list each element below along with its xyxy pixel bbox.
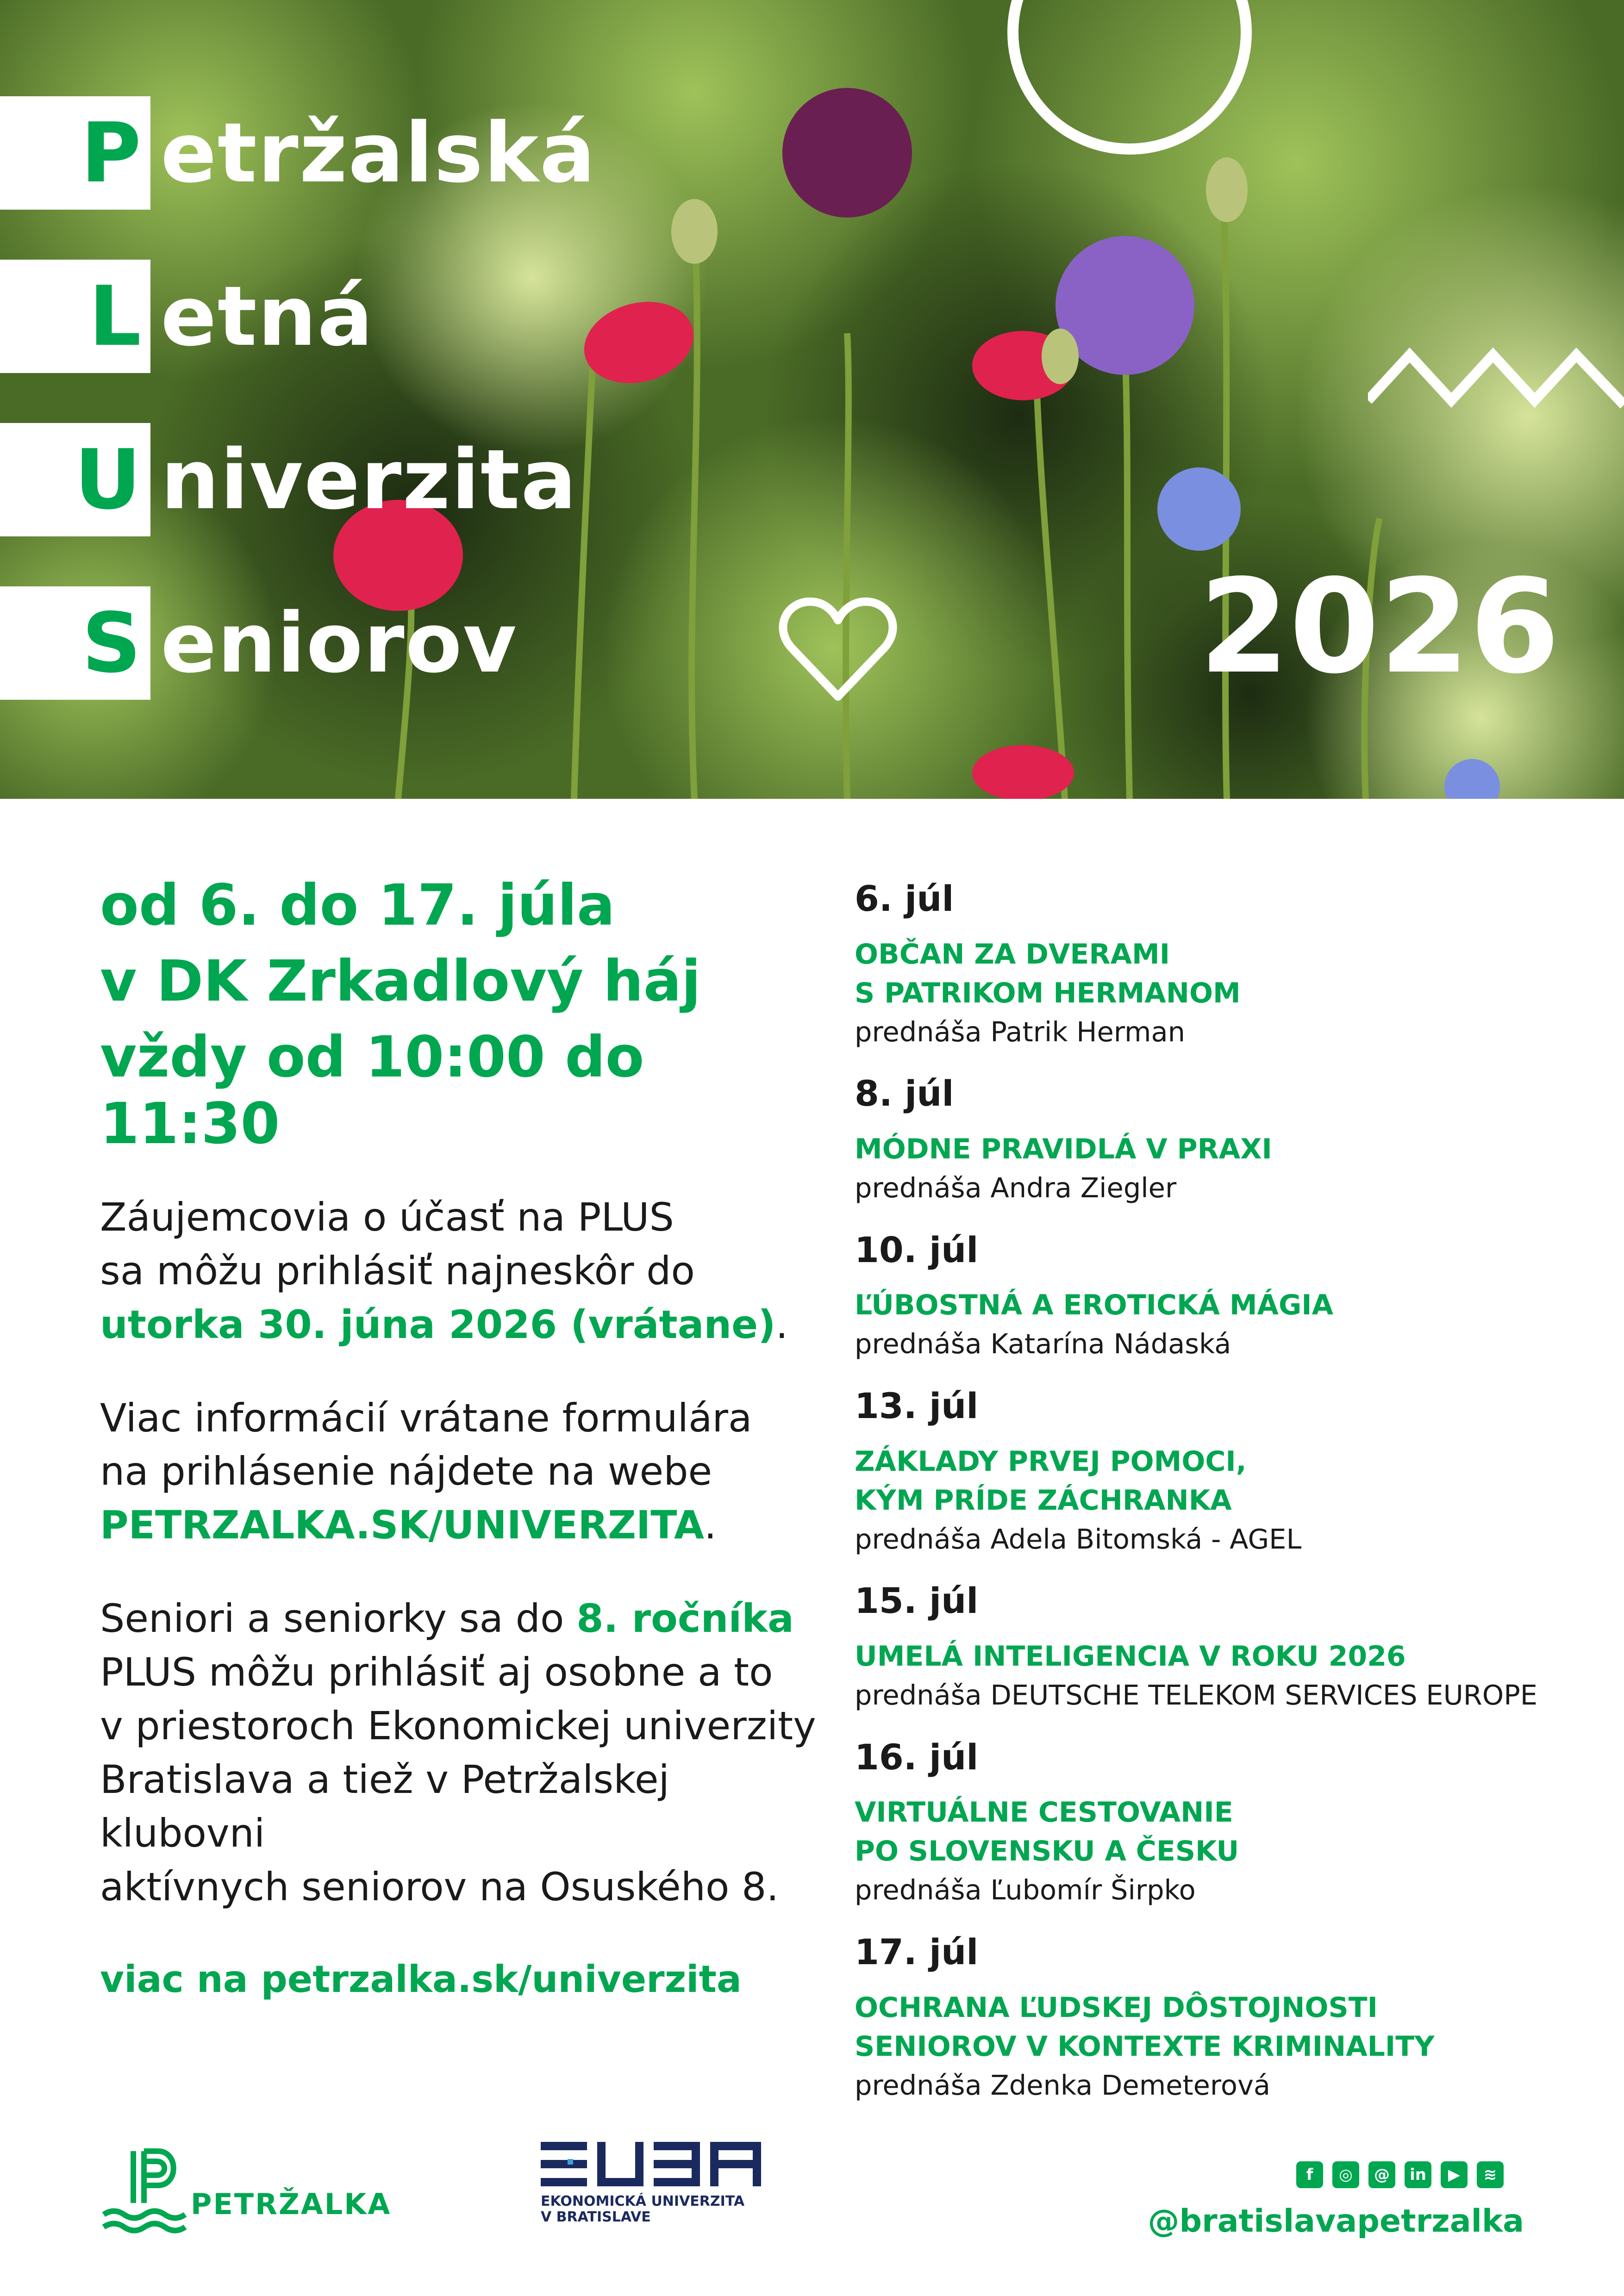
para-punct: . bbox=[704, 1502, 717, 1548]
para-line: Seniori a seniorky sa do bbox=[100, 1596, 577, 1642]
lecture-speaker: prednáša Andra Ziegler bbox=[855, 1171, 1177, 1204]
info-column bbox=[100, 872, 822, 2005]
euba-logo-line: V BRATISLAVE bbox=[541, 2209, 651, 2225]
lecture-speaker: prednáša Adela Bitomská - AGEL bbox=[855, 1523, 1302, 1555]
lecture-speaker: prednáša Patrik Herman bbox=[855, 1015, 1186, 1048]
acronym-row-p bbox=[0, 96, 596, 210]
spotify-icon[interactable]: ≋ bbox=[1477, 2161, 1504, 2188]
lecture-title: ZÁKLADY PRVEJ POMOCI, bbox=[855, 1445, 1247, 1478]
euba-logo-mark-icon bbox=[541, 2142, 768, 2186]
acronym-letter: U bbox=[74, 431, 141, 528]
circle-outline-icon bbox=[991, 0, 1268, 167]
euba-logo-line: EKONOMICKÁ UNIVERZITA bbox=[541, 2193, 745, 2209]
acronym-box bbox=[0, 423, 150, 536]
lecture-title: UMELÁ INTELIGENCIA V ROKU 2026 bbox=[855, 1640, 1406, 1673]
lecture-title: VIRTUÁLNE CESTOVANIE bbox=[855, 1796, 1233, 1829]
acronym-word: etná bbox=[161, 268, 374, 364]
schedule-item bbox=[855, 1933, 1577, 2104]
linkedin-icon[interactable]: in bbox=[1405, 2161, 1431, 2188]
event-venue: v DK Zrkadlový háj bbox=[100, 948, 701, 1014]
lecture-title-line2: KÝM PRÍDE ZÁCHRANKA bbox=[855, 1484, 1232, 1517]
lecture-speaker: prednáša Zdenka Demeterová bbox=[855, 2069, 1271, 2101]
lecture-speaker: prednáša DEUTSCHE TELEKOM SERVICES EUROPE bbox=[855, 1679, 1538, 1711]
lecture-title-line2: S PATRIKOM HERMANOM bbox=[855, 977, 1241, 1009]
lecture-date: 17. júl bbox=[855, 1931, 979, 1973]
euba-logo-text bbox=[541, 2194, 744, 2225]
acronym-word: niverzita bbox=[161, 431, 578, 528]
lecture-speaker: prednáša Katarína Nádaská bbox=[855, 1328, 1231, 1360]
lecture-date: 10. júl bbox=[855, 1229, 979, 1270]
para-line: na prihlásenie nájdete na webe bbox=[100, 1449, 712, 1494]
para-line: sa môžu prihlásiť najneskôr do bbox=[100, 1248, 695, 1294]
acronym-letter: P bbox=[81, 105, 141, 201]
lecture-title: OCHRANA ĽUDSKEJ DÔSTOJNOSTI bbox=[855, 1991, 1378, 2024]
lecture-title: OBČAN ZA DVERAMI bbox=[855, 938, 1170, 971]
lecture-speaker: prednáša Ľubomír Širpko bbox=[855, 1874, 1196, 1906]
heart-outline-icon bbox=[778, 595, 898, 706]
lecture-title-line2: PO SLOVENSKU A ČESKU bbox=[855, 1835, 1239, 1868]
info-paragraph bbox=[100, 1392, 822, 1553]
petrzalka-logo bbox=[100, 2143, 392, 2235]
lecture-date: 15. júl bbox=[855, 1580, 979, 1622]
acronym-word: eniorov bbox=[161, 595, 518, 691]
lecture-date: 16. júl bbox=[855, 1736, 979, 1778]
acronym-word: etržalská bbox=[161, 105, 596, 201]
hero-photo bbox=[0, 0, 1624, 799]
acronym-row-l bbox=[0, 260, 374, 373]
registration-paragraph bbox=[100, 1191, 822, 1352]
lecture-title-line2: SENIOROV V KONTEXTE KRIMINALITY bbox=[855, 2030, 1435, 2063]
para-line: Viac informácií vrátane formulára bbox=[100, 1395, 752, 1441]
petrzalka-logo-mark-icon bbox=[100, 2143, 193, 2235]
zigzag-icon bbox=[1368, 345, 1624, 410]
lecture-date: 8. júl bbox=[855, 1073, 954, 1114]
acronym-row-u bbox=[0, 423, 577, 536]
acronym-letter: S bbox=[81, 595, 141, 691]
instagram-icon[interactable]: ◎ bbox=[1332, 2161, 1359, 2188]
schedule-item bbox=[855, 1231, 1577, 1363]
acronym-row-s bbox=[0, 586, 518, 700]
schedule-list bbox=[855, 879, 1577, 2128]
lecture-title: ĽÚBOSTNÁ A EROTICKÁ MÁGIA bbox=[855, 1289, 1334, 1322]
schedule-item bbox=[855, 1074, 1577, 1207]
more-info-link[interactable]: viac na petrzalka.sk/univerzita bbox=[100, 1957, 742, 2001]
para-line: aktívnych seniorov na Osuského 8. bbox=[100, 1864, 779, 1910]
schedule-item bbox=[855, 1581, 1577, 1714]
acronym-box bbox=[0, 96, 150, 210]
para-line: Záujemcovia o účasť na PLUS bbox=[100, 1194, 674, 1240]
year-title: 2026 bbox=[1199, 552, 1560, 703]
lecture-date: 6. júl bbox=[855, 878, 954, 919]
para-line: Bratislava a tiež v Petržalskej klubovni bbox=[100, 1756, 669, 1856]
para-punct: . bbox=[775, 1301, 788, 1347]
petrzalka-logo-text: PETRŽALKA bbox=[191, 2187, 392, 2221]
schedule-item bbox=[855, 1738, 1577, 1910]
lecture-date: 13. júl bbox=[855, 1385, 979, 1427]
euba-logo bbox=[541, 2142, 772, 2234]
schedule-item bbox=[855, 1387, 1577, 1558]
in-person-paragraph bbox=[100, 1592, 822, 1914]
youtube-icon[interactable]: ▶ bbox=[1441, 2161, 1468, 2188]
lecture-title: MÓDNE PRAVIDLÁ V PRAXI bbox=[855, 1132, 1272, 1165]
acronym-box bbox=[0, 260, 150, 373]
para-line: v priestoroch Ekonomickej univerzity bbox=[100, 1703, 816, 1749]
facebook-icon[interactable]: f bbox=[1296, 2161, 1323, 2188]
schedule-item bbox=[855, 879, 1577, 1051]
para-line: PLUS môžu prihlásiť aj osobne a to bbox=[100, 1649, 773, 1695]
website-link[interactable]: PETRZALKA.SK/UNIVERZITA bbox=[100, 1502, 704, 1548]
event-dates: od 6. do 17. júla bbox=[100, 872, 615, 938]
event-time: vždy od 10:00 do 11:30 bbox=[100, 1024, 644, 1157]
social-handle[interactable]: @bratislavapetrzalka bbox=[1148, 2203, 1524, 2240]
social-icons bbox=[1296, 2161, 1504, 2188]
registration-deadline: utorka 30. júna 2026 (vrátane) bbox=[100, 1301, 776, 1347]
edition-highlight: 8. ročníka bbox=[576, 1596, 794, 1642]
acronym-letter: L bbox=[88, 268, 141, 364]
acronym-box bbox=[0, 586, 150, 700]
threads-icon[interactable]: @ bbox=[1368, 2161, 1395, 2188]
